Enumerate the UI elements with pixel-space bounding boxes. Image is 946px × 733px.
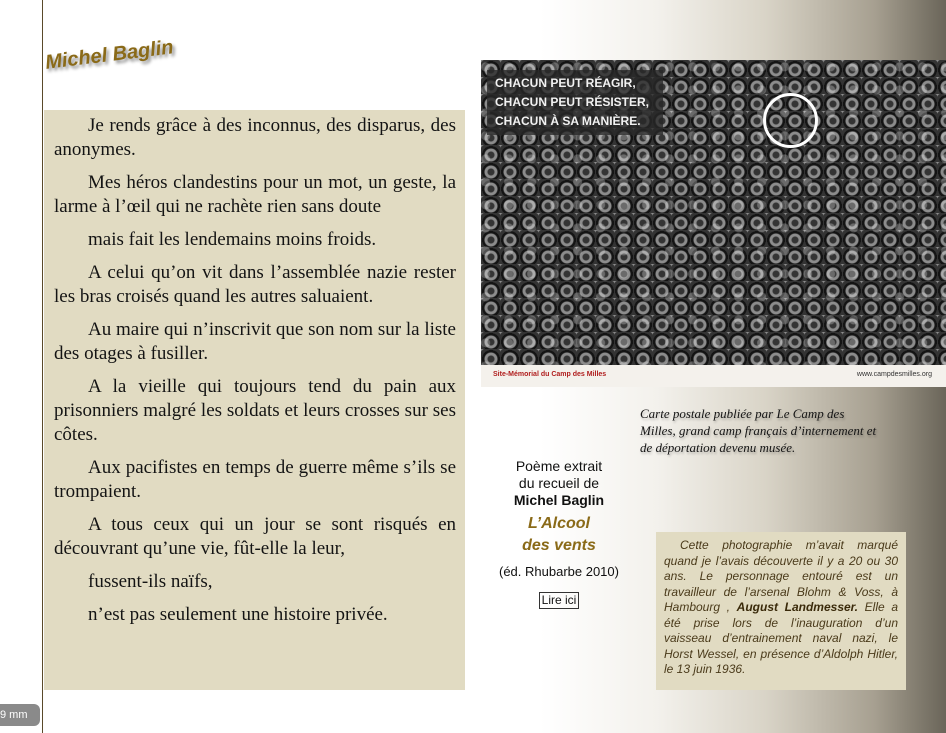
poem-stanza: Aux pacifistes en temps de guerre même s’ils se trompaient.: [54, 457, 456, 502]
note-person-name: August Landmesser.: [736, 600, 859, 614]
excerpt-line: du recueil de: [518, 475, 600, 491]
excerpt-info: [490, 458, 628, 609]
postcard-photo: [481, 60, 946, 387]
poem-stanza: A la vieille qui toujours tend du pain aux prisonniers malgré les soldats et leurs crosses sur ses côtes.: [54, 376, 456, 445]
poem-stanza: Au maire qui n’inscrivit que son nom sur la liste des otages à fusiller.: [54, 319, 456, 364]
excerpt-author: Michel Baglin: [513, 492, 605, 508]
poem-stanza: fussent-ils naïfs,: [88, 571, 213, 592]
read-here-link[interactable]: Lire ici: [539, 592, 580, 609]
poem-stanza: A tous ceux qui un jour se sont risqués en découvrant qu’une vie, fût-elle la leur,: [54, 514, 456, 559]
book-title-line: des vents: [522, 537, 596, 554]
note-text: Elle a été prise lors de l’inauguration d’un vaisseau d’entrainement naval nazi, le Horst Wessel, en présence d’Aldolph Hitler, le 13 juin 1936.: [664, 600, 898, 676]
postcard-caption: Carte postale publiée par Le Camp des Milles, grand camp français d’internement et de déportation devenu musée.: [640, 406, 877, 455]
book-title-line: L’Alcool: [528, 515, 590, 532]
left-rule: [42, 0, 43, 733]
poem-stanza: n’est pas seulement une histoire privée.: [88, 604, 388, 625]
memorial-label: Site-Mémorial du Camp des Milles: [493, 371, 607, 378]
photo-footer: [481, 365, 946, 387]
poem-box: [44, 110, 465, 690]
highlight-circle: [763, 93, 818, 148]
photo-overlay-line: CHACUN PEUT RÉSISTER,: [495, 95, 650, 109]
poem-stanza: mais fait les lendemains moins froids.: [88, 229, 377, 250]
photo-overlay-line: CHACUN À SA MANIÈRE.: [495, 114, 641, 128]
poem-stanza: Je rends grâce à des inconnus, des disparus, des anonymes.: [54, 115, 456, 160]
book-edition: (éd. Rhubarbe 2010): [499, 564, 619, 579]
excerpt-line: Poème extrait: [515, 458, 603, 474]
photo-note: [656, 532, 906, 690]
zoom-indicator[interactable]: 9 mm: [0, 704, 40, 726]
book-title: [490, 513, 628, 557]
note-text: Cette photographie m’avait marqué quand je l’avais découverte il y a 20 ou 30 ans. Le personnage entouré est un travailleur de l’arsenal Blohm & Voss, à Hambourg ,: [664, 538, 898, 614]
author-title: Michel Baglin: [44, 36, 175, 74]
poem-stanza: A celui qu’on vit dans l’assemblée nazie rester les bras croisés quand les autres saluaient.: [54, 262, 456, 307]
memorial-url: www.campdesmilles.org: [856, 371, 932, 378]
poem-stanza: Mes héros clandestins pour un mot, un geste, la larme à l’œil qui ne rachète rien sans doute: [54, 172, 456, 217]
photo-overlay-text: [487, 70, 663, 135]
photo-overlay-line: CHACUN PEUT RÉAGIR,: [495, 76, 636, 90]
